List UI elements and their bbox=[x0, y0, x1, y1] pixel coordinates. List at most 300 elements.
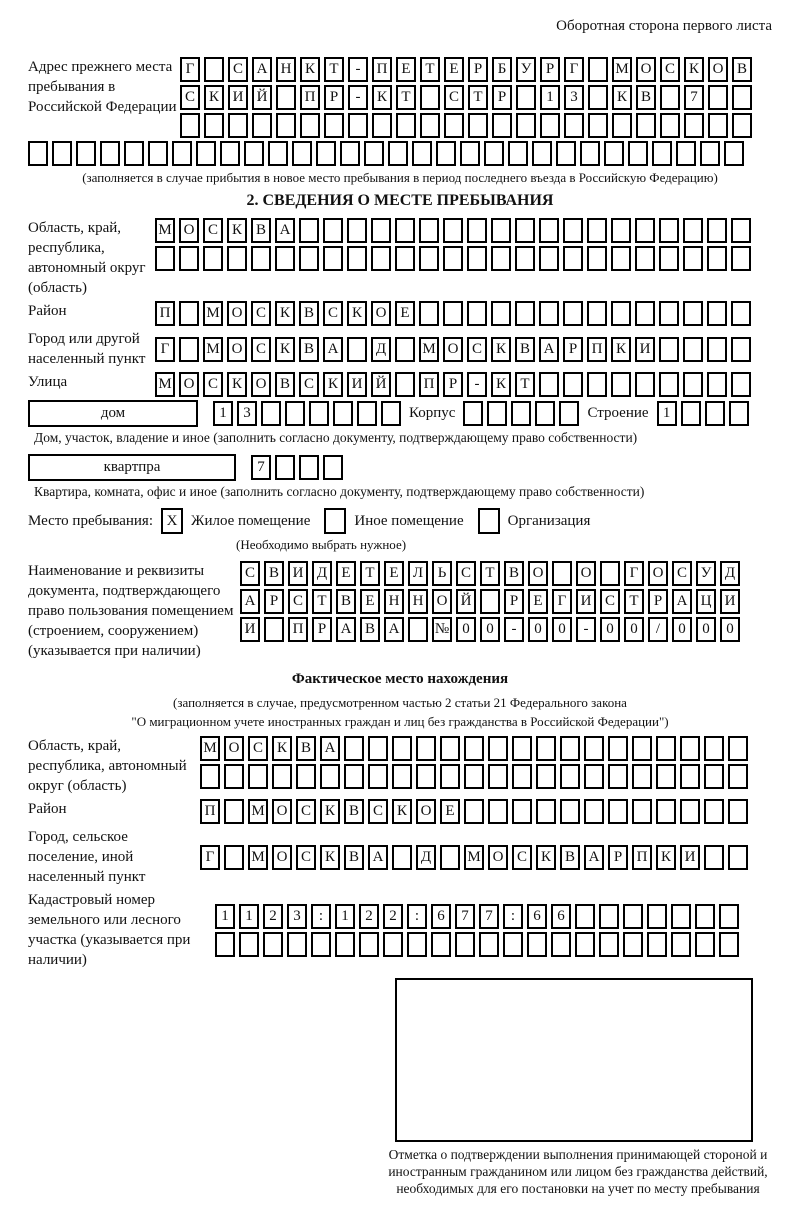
char-box[interactable]: Е bbox=[384, 561, 404, 586]
char-box[interactable] bbox=[285, 401, 305, 426]
char-box[interactable]: Н bbox=[384, 589, 404, 614]
char-box[interactable] bbox=[575, 932, 595, 957]
char-box[interactable]: А bbox=[252, 57, 272, 82]
char-box[interactable]: С bbox=[467, 337, 487, 362]
char-box[interactable] bbox=[508, 141, 528, 166]
char-box[interactable]: С bbox=[672, 561, 692, 586]
char-box[interactable] bbox=[276, 113, 296, 138]
char-box[interactable] bbox=[196, 141, 216, 166]
char-box[interactable]: С bbox=[203, 218, 223, 243]
char-box[interactable] bbox=[704, 799, 724, 824]
char-box[interactable]: 3 bbox=[237, 401, 257, 426]
char-box[interactable] bbox=[560, 764, 580, 789]
char-box[interactable]: С bbox=[180, 85, 200, 110]
char-box[interactable] bbox=[671, 904, 691, 929]
char-box[interactable]: О bbox=[272, 845, 292, 870]
char-box[interactable]: В bbox=[344, 845, 364, 870]
char-box[interactable] bbox=[491, 246, 511, 271]
char-box[interactable]: Г bbox=[552, 589, 572, 614]
char-box[interactable] bbox=[248, 764, 268, 789]
char-box[interactable] bbox=[335, 932, 355, 957]
char-box[interactable] bbox=[488, 736, 508, 761]
char-box[interactable] bbox=[516, 85, 536, 110]
char-box[interactable]: 1 bbox=[540, 85, 560, 110]
char-box[interactable] bbox=[392, 736, 412, 761]
char-box[interactable]: Й bbox=[252, 85, 272, 110]
char-box[interactable] bbox=[600, 561, 620, 586]
char-box[interactable] bbox=[704, 736, 724, 761]
char-box[interactable]: К bbox=[320, 799, 340, 824]
char-box[interactable] bbox=[431, 932, 451, 957]
char-box[interactable] bbox=[371, 218, 391, 243]
char-box[interactable] bbox=[492, 113, 512, 138]
char-box[interactable]: К bbox=[227, 218, 247, 243]
char-box[interactable] bbox=[731, 301, 751, 326]
char-box[interactable] bbox=[172, 141, 192, 166]
char-box[interactable] bbox=[660, 85, 680, 110]
char-box[interactable] bbox=[700, 141, 720, 166]
char-box[interactable] bbox=[695, 904, 715, 929]
char-box[interactable] bbox=[536, 736, 556, 761]
char-box[interactable]: А bbox=[336, 617, 356, 642]
char-box[interactable] bbox=[516, 113, 536, 138]
char-box[interactable]: Г bbox=[180, 57, 200, 82]
char-box[interactable]: 1 bbox=[335, 904, 355, 929]
char-box[interactable] bbox=[359, 932, 379, 957]
char-box[interactable] bbox=[299, 455, 319, 480]
char-box[interactable] bbox=[179, 337, 199, 362]
char-box[interactable] bbox=[656, 764, 676, 789]
char-box[interactable]: Е bbox=[444, 57, 464, 82]
char-box[interactable] bbox=[323, 246, 343, 271]
char-box[interactable]: 3 bbox=[287, 904, 307, 929]
char-box[interactable] bbox=[203, 246, 223, 271]
char-box[interactable] bbox=[299, 218, 319, 243]
char-box[interactable] bbox=[224, 845, 244, 870]
char-box[interactable]: И bbox=[288, 561, 308, 586]
char-box[interactable] bbox=[560, 736, 580, 761]
char-box[interactable] bbox=[628, 141, 648, 166]
char-box[interactable]: 2 bbox=[263, 904, 283, 929]
char-box[interactable] bbox=[584, 736, 604, 761]
char-box[interactable]: В bbox=[636, 85, 656, 110]
char-box[interactable] bbox=[552, 561, 572, 586]
char-box[interactable]: 0 bbox=[672, 617, 692, 642]
char-box[interactable] bbox=[676, 141, 696, 166]
char-box[interactable] bbox=[479, 932, 499, 957]
char-box[interactable]: А bbox=[539, 337, 559, 362]
char-box[interactable]: Е bbox=[336, 561, 356, 586]
char-box[interactable] bbox=[563, 246, 583, 271]
char-box[interactable] bbox=[611, 246, 631, 271]
char-box[interactable]: Р bbox=[540, 57, 560, 82]
char-box[interactable] bbox=[599, 932, 619, 957]
char-box[interactable] bbox=[440, 764, 460, 789]
char-box[interactable] bbox=[536, 764, 556, 789]
char-box[interactable] bbox=[227, 246, 247, 271]
char-box[interactable] bbox=[316, 141, 336, 166]
char-box[interactable]: : bbox=[407, 904, 427, 929]
char-box[interactable] bbox=[608, 736, 628, 761]
char-box[interactable] bbox=[731, 372, 751, 397]
house-type-box[interactable]: дом bbox=[28, 400, 198, 427]
char-box[interactable] bbox=[100, 141, 120, 166]
char-box[interactable] bbox=[244, 141, 264, 166]
char-box[interactable] bbox=[551, 932, 571, 957]
char-box[interactable]: К bbox=[323, 372, 343, 397]
char-box[interactable] bbox=[587, 372, 607, 397]
char-box[interactable]: Р bbox=[504, 589, 524, 614]
char-box[interactable]: С bbox=[251, 301, 271, 326]
char-box[interactable] bbox=[344, 736, 364, 761]
char-box[interactable]: - bbox=[467, 372, 487, 397]
char-box[interactable] bbox=[488, 799, 508, 824]
char-box[interactable] bbox=[729, 401, 749, 426]
char-box[interactable] bbox=[348, 113, 368, 138]
char-box[interactable] bbox=[224, 764, 244, 789]
char-box[interactable]: Г bbox=[624, 561, 644, 586]
char-box[interactable]: Ц bbox=[696, 589, 716, 614]
char-box[interactable] bbox=[275, 455, 295, 480]
char-box[interactable]: Е bbox=[528, 589, 548, 614]
char-box[interactable]: К bbox=[392, 799, 412, 824]
char-box[interactable]: М bbox=[419, 337, 439, 362]
char-box[interactable]: С bbox=[600, 589, 620, 614]
char-box[interactable]: 6 bbox=[527, 904, 547, 929]
char-box[interactable]: С bbox=[251, 337, 271, 362]
char-box[interactable] bbox=[732, 85, 752, 110]
char-box[interactable]: И bbox=[635, 337, 655, 362]
char-box[interactable] bbox=[512, 736, 532, 761]
char-box[interactable] bbox=[491, 218, 511, 243]
char-box[interactable]: А bbox=[323, 337, 343, 362]
char-box[interactable]: Н bbox=[408, 589, 428, 614]
char-box[interactable] bbox=[681, 401, 701, 426]
char-box[interactable]: 7 bbox=[479, 904, 499, 929]
char-box[interactable] bbox=[311, 932, 331, 957]
char-box[interactable] bbox=[719, 904, 739, 929]
char-box[interactable] bbox=[532, 141, 552, 166]
char-box[interactable]: К bbox=[320, 845, 340, 870]
char-box[interactable]: П bbox=[587, 337, 607, 362]
char-box[interactable]: Т bbox=[312, 589, 332, 614]
char-box[interactable]: Й bbox=[371, 372, 391, 397]
char-box[interactable]: - bbox=[504, 617, 524, 642]
char-box[interactable]: П bbox=[372, 57, 392, 82]
char-box[interactable] bbox=[148, 141, 168, 166]
char-box[interactable] bbox=[707, 218, 727, 243]
char-box[interactable]: М bbox=[248, 845, 268, 870]
char-box[interactable] bbox=[388, 141, 408, 166]
char-box[interactable] bbox=[611, 301, 631, 326]
char-box[interactable]: 2 bbox=[383, 904, 403, 929]
char-box[interactable]: А bbox=[672, 589, 692, 614]
char-box[interactable]: Т bbox=[468, 85, 488, 110]
char-box[interactable]: В bbox=[275, 372, 295, 397]
char-box[interactable]: 0 bbox=[600, 617, 620, 642]
char-box[interactable]: О bbox=[251, 372, 271, 397]
char-box[interactable]: Ь bbox=[432, 561, 452, 586]
char-box[interactable]: С bbox=[512, 845, 532, 870]
char-box[interactable]: А bbox=[384, 617, 404, 642]
char-box[interactable]: И bbox=[720, 589, 740, 614]
char-box[interactable] bbox=[647, 904, 667, 929]
char-box[interactable] bbox=[608, 764, 628, 789]
char-box[interactable] bbox=[515, 246, 535, 271]
char-box[interactable] bbox=[659, 218, 679, 243]
char-box[interactable] bbox=[467, 246, 487, 271]
char-box[interactable] bbox=[515, 301, 535, 326]
char-box[interactable] bbox=[704, 764, 724, 789]
char-box[interactable]: В bbox=[732, 57, 752, 82]
char-box[interactable] bbox=[419, 301, 439, 326]
char-box[interactable] bbox=[215, 932, 235, 957]
char-box[interactable] bbox=[261, 401, 281, 426]
char-box[interactable] bbox=[556, 141, 576, 166]
char-box[interactable] bbox=[300, 113, 320, 138]
char-box[interactable]: Т bbox=[396, 85, 416, 110]
char-box[interactable]: М bbox=[155, 218, 175, 243]
char-box[interactable] bbox=[396, 113, 416, 138]
char-box[interactable] bbox=[707, 372, 727, 397]
char-box[interactable] bbox=[264, 617, 284, 642]
char-box[interactable] bbox=[611, 218, 631, 243]
char-box[interactable] bbox=[268, 141, 288, 166]
char-box[interactable]: И bbox=[240, 617, 260, 642]
char-box[interactable]: Е bbox=[396, 57, 416, 82]
char-box[interactable] bbox=[728, 845, 748, 870]
char-box[interactable] bbox=[731, 218, 751, 243]
char-box[interactable] bbox=[392, 764, 412, 789]
char-box[interactable]: Т bbox=[515, 372, 535, 397]
char-box[interactable] bbox=[296, 764, 316, 789]
char-box[interactable]: К bbox=[347, 301, 367, 326]
char-box[interactable] bbox=[124, 141, 144, 166]
char-box[interactable] bbox=[220, 141, 240, 166]
char-box[interactable]: : bbox=[311, 904, 331, 929]
char-box[interactable]: К bbox=[684, 57, 704, 82]
char-box[interactable]: 7 bbox=[251, 455, 271, 480]
char-box[interactable] bbox=[467, 218, 487, 243]
char-box[interactable] bbox=[251, 246, 271, 271]
char-box[interactable] bbox=[604, 141, 624, 166]
char-box[interactable]: 0 bbox=[552, 617, 572, 642]
char-box[interactable] bbox=[443, 301, 463, 326]
char-box[interactable] bbox=[632, 764, 652, 789]
char-box[interactable] bbox=[239, 932, 259, 957]
char-box[interactable] bbox=[623, 904, 643, 929]
char-box[interactable]: 0 bbox=[696, 617, 716, 642]
char-box[interactable] bbox=[309, 401, 329, 426]
char-box[interactable] bbox=[707, 337, 727, 362]
char-box[interactable] bbox=[395, 218, 415, 243]
char-box[interactable] bbox=[536, 799, 556, 824]
char-box[interactable]: В bbox=[264, 561, 284, 586]
char-box[interactable] bbox=[464, 764, 484, 789]
char-box[interactable] bbox=[527, 932, 547, 957]
char-box[interactable]: К bbox=[227, 372, 247, 397]
char-box[interactable]: У bbox=[696, 561, 716, 586]
char-box[interactable]: К bbox=[300, 57, 320, 82]
char-box[interactable] bbox=[511, 401, 531, 426]
char-box[interactable] bbox=[728, 799, 748, 824]
char-box[interactable]: В bbox=[299, 337, 319, 362]
char-box[interactable]: С bbox=[288, 589, 308, 614]
char-box[interactable]: М bbox=[203, 301, 223, 326]
char-box[interactable]: 0 bbox=[528, 617, 548, 642]
char-box[interactable]: - bbox=[576, 617, 596, 642]
char-box[interactable] bbox=[587, 218, 607, 243]
char-box[interactable]: К bbox=[275, 337, 295, 362]
char-box[interactable]: С bbox=[323, 301, 343, 326]
char-box[interactable]: О bbox=[227, 337, 247, 362]
char-box[interactable] bbox=[731, 246, 751, 271]
char-box[interactable] bbox=[708, 113, 728, 138]
char-box[interactable]: С bbox=[228, 57, 248, 82]
char-box[interactable]: 1 bbox=[239, 904, 259, 929]
char-box[interactable] bbox=[416, 764, 436, 789]
char-box[interactable] bbox=[680, 799, 700, 824]
char-box[interactable] bbox=[488, 764, 508, 789]
char-box[interactable] bbox=[588, 113, 608, 138]
char-box[interactable] bbox=[608, 799, 628, 824]
char-box[interactable] bbox=[180, 113, 200, 138]
char-box[interactable]: Й bbox=[456, 589, 476, 614]
char-box[interactable]: Р bbox=[492, 85, 512, 110]
char-box[interactable] bbox=[200, 764, 220, 789]
char-box[interactable] bbox=[683, 218, 703, 243]
char-box[interactable] bbox=[587, 301, 607, 326]
char-box[interactable] bbox=[395, 337, 415, 362]
char-box[interactable] bbox=[728, 764, 748, 789]
char-box[interactable]: О bbox=[227, 301, 247, 326]
char-box[interactable]: К bbox=[656, 845, 676, 870]
char-box[interactable]: Р bbox=[468, 57, 488, 82]
char-box[interactable]: 0 bbox=[456, 617, 476, 642]
char-box[interactable] bbox=[487, 401, 507, 426]
char-box[interactable]: В bbox=[344, 799, 364, 824]
char-box[interactable]: М bbox=[203, 337, 223, 362]
char-box[interactable]: С bbox=[296, 845, 316, 870]
char-box[interactable] bbox=[623, 932, 643, 957]
char-box[interactable] bbox=[563, 301, 583, 326]
char-box[interactable] bbox=[455, 932, 475, 957]
char-box[interactable]: В bbox=[560, 845, 580, 870]
char-box[interactable] bbox=[491, 301, 511, 326]
char-box[interactable]: - bbox=[348, 57, 368, 82]
char-box[interactable]: 6 bbox=[551, 904, 571, 929]
char-box[interactable]: П bbox=[419, 372, 439, 397]
char-box[interactable] bbox=[407, 932, 427, 957]
char-box[interactable]: О bbox=[528, 561, 548, 586]
char-box[interactable]: И bbox=[347, 372, 367, 397]
char-box[interactable] bbox=[731, 337, 751, 362]
char-box[interactable] bbox=[263, 932, 283, 957]
char-box[interactable]: К bbox=[612, 85, 632, 110]
char-box[interactable] bbox=[732, 113, 752, 138]
char-box[interactable]: Р bbox=[443, 372, 463, 397]
char-box[interactable] bbox=[635, 218, 655, 243]
char-box[interactable] bbox=[443, 246, 463, 271]
char-box[interactable] bbox=[539, 246, 559, 271]
char-box[interactable] bbox=[559, 401, 579, 426]
char-box[interactable] bbox=[252, 113, 272, 138]
char-box[interactable]: К bbox=[272, 736, 292, 761]
char-box[interactable] bbox=[647, 932, 667, 957]
char-box[interactable]: 0 bbox=[624, 617, 644, 642]
char-box[interactable] bbox=[395, 372, 415, 397]
char-box[interactable]: 6 bbox=[431, 904, 451, 929]
char-box[interactable]: О bbox=[488, 845, 508, 870]
char-box[interactable] bbox=[419, 218, 439, 243]
char-box[interactable] bbox=[683, 246, 703, 271]
char-box[interactable]: П bbox=[155, 301, 175, 326]
char-box[interactable] bbox=[443, 218, 463, 243]
char-box[interactable] bbox=[228, 113, 248, 138]
char-box[interactable] bbox=[580, 141, 600, 166]
char-box[interactable] bbox=[563, 372, 583, 397]
char-box[interactable] bbox=[179, 301, 199, 326]
char-box[interactable] bbox=[671, 932, 691, 957]
char-box[interactable]: В bbox=[504, 561, 524, 586]
char-box[interactable] bbox=[705, 401, 725, 426]
char-box[interactable] bbox=[444, 113, 464, 138]
char-box[interactable] bbox=[707, 301, 727, 326]
char-box[interactable]: И bbox=[228, 85, 248, 110]
char-box[interactable] bbox=[340, 141, 360, 166]
char-box[interactable]: : bbox=[503, 904, 523, 929]
char-box[interactable] bbox=[684, 113, 704, 138]
char-box[interactable]: В bbox=[251, 218, 271, 243]
char-box[interactable] bbox=[695, 932, 715, 957]
char-box[interactable]: В bbox=[299, 301, 319, 326]
char-box[interactable]: П bbox=[300, 85, 320, 110]
char-box[interactable] bbox=[292, 141, 312, 166]
char-box[interactable]: Р bbox=[324, 85, 344, 110]
char-box[interactable] bbox=[632, 736, 652, 761]
char-box[interactable] bbox=[408, 617, 428, 642]
char-box[interactable]: С bbox=[203, 372, 223, 397]
char-box[interactable] bbox=[659, 301, 679, 326]
char-box[interactable] bbox=[372, 113, 392, 138]
char-box[interactable] bbox=[652, 141, 672, 166]
char-box[interactable] bbox=[656, 736, 676, 761]
char-box[interactable] bbox=[584, 799, 604, 824]
char-box[interactable]: Р bbox=[608, 845, 628, 870]
char-box[interactable]: Р bbox=[563, 337, 583, 362]
char-box[interactable]: С bbox=[368, 799, 388, 824]
place-type-checkbox-residential[interactable]: X bbox=[161, 508, 183, 534]
char-box[interactable] bbox=[412, 141, 432, 166]
char-box[interactable]: О bbox=[576, 561, 596, 586]
char-box[interactable] bbox=[539, 301, 559, 326]
char-box[interactable]: А bbox=[320, 736, 340, 761]
char-box[interactable]: А bbox=[275, 218, 295, 243]
char-box[interactable] bbox=[612, 113, 632, 138]
char-box[interactable]: Т bbox=[360, 561, 380, 586]
char-box[interactable] bbox=[724, 141, 744, 166]
char-box[interactable]: К bbox=[611, 337, 631, 362]
char-box[interactable]: М bbox=[612, 57, 632, 82]
char-box[interactable]: Д bbox=[720, 561, 740, 586]
char-box[interactable] bbox=[204, 57, 224, 82]
char-box[interactable] bbox=[599, 904, 619, 929]
char-box[interactable] bbox=[468, 113, 488, 138]
place-type-checkbox-organization[interactable] bbox=[478, 508, 500, 534]
char-box[interactable]: Г bbox=[155, 337, 175, 362]
char-box[interactable] bbox=[584, 764, 604, 789]
char-box[interactable] bbox=[179, 246, 199, 271]
